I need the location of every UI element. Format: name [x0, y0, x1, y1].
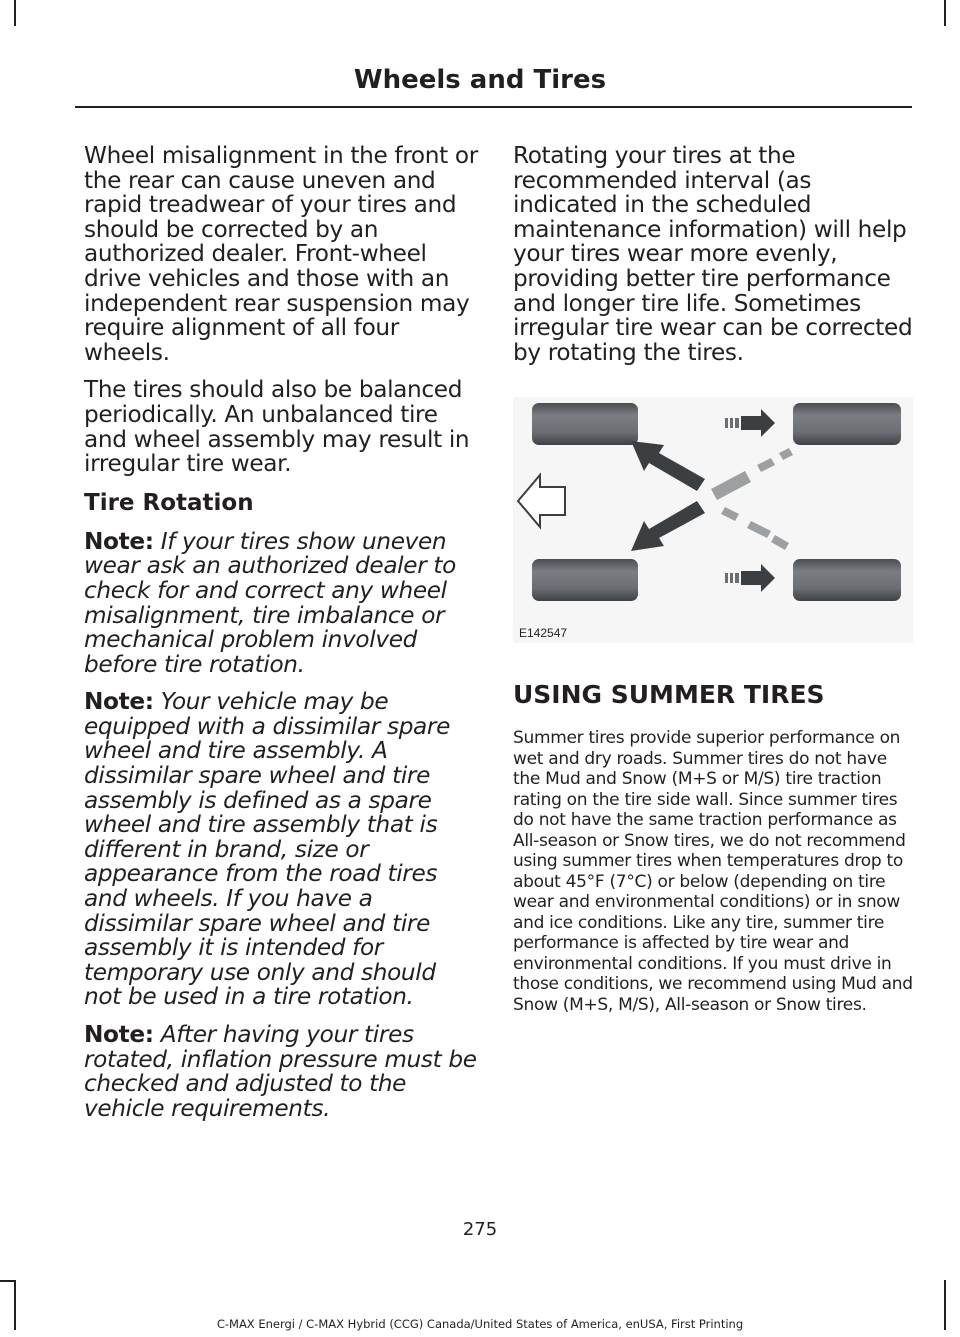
crop-mark-top-right: [944, 0, 946, 26]
tire-front-right: [793, 403, 901, 445]
note-text: Your vehicle may be equipped with a dissimilar spare wheel and tire assembly. A dissimilar spare wheel and tire assembly is defined as a spare wheel and tire assembly that is different in brand, size or appearance from the road tires and wheels. If you have a dissimilar spare wheel and tire assembly it is intended for temporary use only and should not be used in a tire rotation.: [84, 688, 451, 1011]
note-label: Note:: [84, 1021, 154, 1048]
right-column: [513, 144, 913, 365]
misalignment-paragraph: Wheel misalignment in the front or the rear can cause uneven and rapid treadwear of your tires and should be corrected by an authorized dealer. Front-wheel drive vehicles and those with an independent rear suspension may require alignment of all four wheels.: [84, 142, 478, 366]
balance-paragraph: The tires should also be balanced periodically. An unbalanced tire and wheel assembly may result in irregular tire wear.: [84, 376, 470, 478]
left-column: [84, 144, 479, 1134]
tire-rear-left: [532, 559, 638, 601]
header-rule: [75, 106, 912, 108]
note-label: Note:: [84, 688, 154, 716]
tire-rotation-heading: Tire Rotation: [84, 489, 254, 516]
summer-tires-paragraph: Summer tires provide superior performance on wet and dry roads. Summer tires do not have the Mud and Snow (M+S or M/S) tire traction rating on the tire side wall. Since summer tires do not have the same traction performance as All-season or Snow tires, we do not recommend using summer tires when temperatures drop to about 45°F (7°C) or below (depending on tire wear and environmental conditions) or in snow and ice conditions. Like any tire, summer tire performance is affected by tire wear and environmental conditions. If you must drive in those conditions, we recommend using Mud and Snow (M+S, M/S), All-season or Snow tires.: [513, 728, 913, 1015]
tire-rotation-diagram: [513, 397, 913, 643]
tire-front-left: [532, 403, 638, 445]
rotation-paragraph: Rotating your tires at the recommended interval (as indicated in the scheduled maintenance information) will help your tires wear more evenly, providing better tire performance and longer tire life. Sometimes irregular tire wear can be corrected by rotating the tires.: [513, 142, 913, 366]
note-text: After having your tires rotated, inflation pressure must be checked and adjusted to the vehicle requirements.: [84, 1021, 477, 1122]
note-text: If your tires show uneven wear ask an authorized dealer to check for and correct any wheel misalignment, tire imbalance or mechanical problem involved before tire rotation.: [84, 527, 456, 678]
page-number: 275: [462, 1219, 498, 1240]
note-label: Note:: [84, 527, 154, 555]
note-uneven-wear: [84, 527, 479, 678]
figure-code: E142547: [519, 626, 568, 640]
note-dissimilar-spare: [84, 690, 479, 1010]
crop-mark-bottom-left-h: [0, 1280, 16, 1282]
summer-tires-heading: USING SUMMER TIRES: [513, 680, 825, 709]
section-title: Wheels and Tires: [353, 65, 607, 95]
crop-mark-top-left: [14, 0, 16, 26]
tire-rear-right: [793, 559, 901, 601]
note-inflation-pressure: [84, 1023, 479, 1121]
publication-footer: C-MAX Energi / C-MAX Hybrid (CCG) Canada/United States of America, enUSA, First Printing: [216, 1317, 744, 1331]
